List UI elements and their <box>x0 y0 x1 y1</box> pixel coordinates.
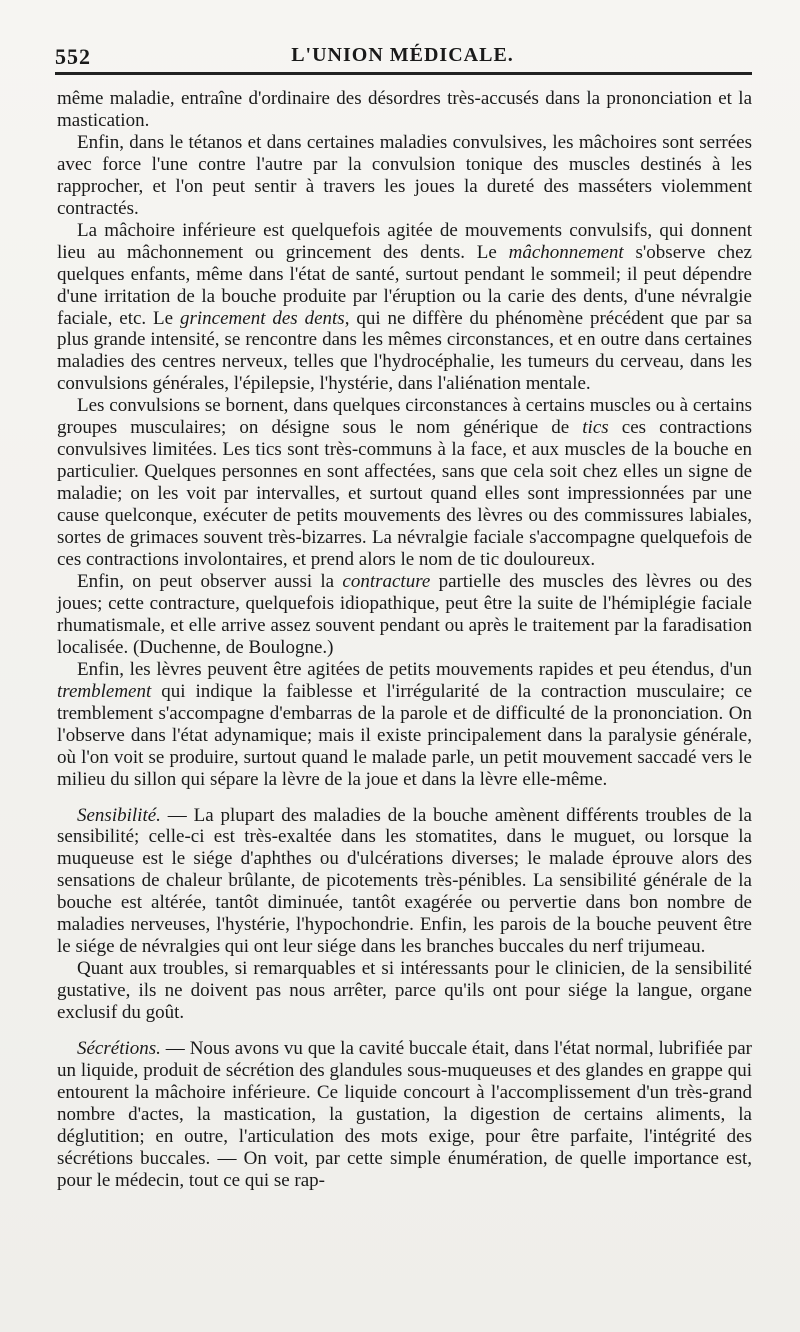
paragraph-6 <box>57 659 752 791</box>
paragraph-text: partielle des muscles des lèvres ou des joues; cette contracture, quelquefois idiopathique, peut être la suite de l'hémiplégie faciale rhumatismale, et elle arrive assez souvent pendant ou après le traitement par la faradisation localisée. (Duchenne, de Boulogne.) <box>57 570 752 658</box>
italic-term: grincement des dents <box>180 307 345 329</box>
paragraph-text: , qui ne diffère du phénomène précédent que par sa plus grande intensité, se rencontre dans les mêmes circonstances, et en outre dans certaines maladies des centres nerveux, telles que l'hydrocéphalie, les tumeurs du cerveau, dans les convulsions générales, l'épilepsie, l'hystérie, dans l'aliénation mentale. <box>57 307 752 395</box>
paragraph-text: — Nous avons vu que la cavité buccale était, dans l'état normal, lubrifiée par un liquide, produit de sécrétion des glandules sous-muqueuses et des glandes en grappe qui entourent la mâchoire inférieure. Ce liquide concourt à l'accomplissement d'un très-grand nombre d'actes, la mastication, la gustation, la digestion de certains aliments, la déglutition; en outre, l'articulation des mots exige, pour être parfaite, l'intégrité des sécrétions buccales. — On voit, par cette simple énumération, de quelle importance est, pour le médecin, tout ce qui se rap- <box>57 1038 752 1191</box>
paragraph-text: s'observe chez quelques enfants, même dans l'état de santé, surtout pendant le sommeil; il peut dépendre d'une irritation de la bouche produite par l'éruption ou la carie des dents, d'une névralgie faciale, etc. Le <box>57 241 752 329</box>
body-text <box>57 88 752 1192</box>
paragraph-text: même maladie, entraîne d'ordinaire des désordres très-accusés dans la prononciation et la mastication. <box>57 88 752 131</box>
section-lead: Sensibilité. <box>77 804 161 826</box>
paragraph-text: — La plupart des maladies de la bouche amènent différents troubles de la sensibilité; celle-ci est très-exaltée dans les stomatites, dans le muguet, ou lorsque la muqueuse est le siége d'aphthes ou d'ulcérations diverses; le malade éprouve alors des sensations de chaleur brûlante, de picotements très-pénibles. La sensibilité générale de la bouche est altérée, tantôt diminuée, tantôt exagérée ou pervertie dans bon nombre de maladies nerveuses, l'hystérie, l'hypochondrie. Enfin, les parois de la bouche peuvent être le siége de névralgies qui ont leur siége dans les branches buccales du nerf trijumeau. <box>57 804 752 958</box>
italic-term: tics <box>582 417 609 439</box>
section-lead: Sécrétions. <box>77 1038 161 1060</box>
paragraph-text: Enfin, on peut observer aussi la <box>77 570 343 592</box>
paragraph-text: ces contractions convulsives limitées. Les tics sont très-communs à la face, et aux muscles de la bouche en particulier. Quelques personnes en sont affectées, sans que cela soit chez elles un signe de maladie; on les voit par intervalles, et surtout quand elles sont impressionnées par une cause quelconque, exécuter de petits mouvements des lèvres ou des commissures labiales, sortes de grimaces souvent très-bizarres. La névralgie faciale s'accompagne quelquefois de ces contractions involontaires, et prend alors le nom de tic douloureux. <box>57 417 752 571</box>
paragraph-text: Quant aux troubles, si remarquables et si intéressants pour le clinicien, de la sensibilité gustative, ils ne doivent pas nous arrêter, parce qu'ils ont pour siége la langue, organe exclusif du goût. <box>57 958 752 1024</box>
paragraph-4 <box>57 395 752 571</box>
paragraph-text: Enfin, les lèvres peuvent être agitées de petits mouvements rapides et peu étendus, d'un <box>77 658 752 680</box>
italic-term: contracture <box>342 570 431 592</box>
paragraph-2 <box>57 132 752 220</box>
page-number: 552 <box>55 44 91 69</box>
paragraph-5 <box>57 571 752 659</box>
italic-term: tremblement <box>57 680 152 702</box>
paragraph-text: qui indique la faiblesse et l'irrégularité de la contraction musculaire; ce tremblement s'accompagne d'embarras de la parole et de difficulté de la prononciation. On l'observe dans l'état adynamique; mais il existe principalement dans la paralysie générale, où l'on voit se produire, surtout quand le malade parle, un petit mouvement saccadé vers le milieu du sillon qui sépare la lèvre de la joue et dans la lèvre elle-même. <box>57 680 752 790</box>
paragraph-secretions <box>57 1038 752 1192</box>
header-rule <box>55 72 752 75</box>
journal-title: L'UNION MÉDICALE. <box>291 44 514 66</box>
paragraph-3 <box>57 220 752 396</box>
paragraph-sensibilite <box>57 805 752 959</box>
paragraph-text: Les convulsions se bornent, dans quelques circonstances à certains muscles ou à certains groupes musculaires; on désigne sous le nom générique de <box>57 395 752 439</box>
paragraph-text: La mâchoire inférieure est quelquefois agitée de mouvements convulsifs, qui donnent lieu au mâchonnement ou grincement des dents. Le <box>57 219 752 263</box>
italic-term: mâchonnement <box>508 241 624 263</box>
paragraph-text: Enfin, dans le tétanos et dans certaines maladies convulsives, les mâchoires sont serrées avec force l'une contre l'autre par la convulsion tonique des muscles destinés à les rapprocher, et l'on peut sentir à travers les joues la dureté des masséters violemment contractés. <box>57 131 752 219</box>
paragraph-1 <box>57 88 752 132</box>
paragraph-8 <box>57 958 752 1024</box>
